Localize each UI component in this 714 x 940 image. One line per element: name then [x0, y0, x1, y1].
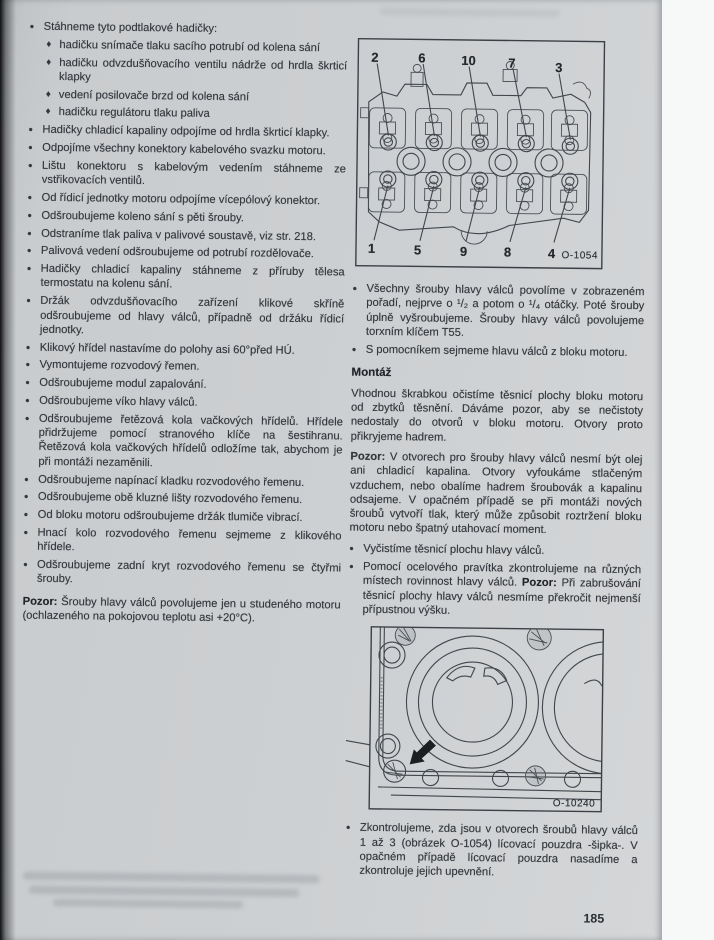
- list-item-text: Hadičky chladicí kapaliny stáhneme z příruby tělesa termostatu na kolenu sání.: [40, 262, 345, 291]
- step-clean-surface: [349, 541, 641, 559]
- list-item-text: Odšroubujeme řetězová kola vačkových hřídelů. Hřídele přidržujeme pomocí stranového klíče na šestihranu. Řetězová kola vačkových hřídelů odložíme tak, abychom je při montáži nezaměnili.: [38, 412, 343, 469]
- list-item-text: Od řídicí jednotky motoru odpojíme vícepólový konektor.: [41, 191, 321, 208]
- list-item: [45, 88, 347, 106]
- step-text: Všechny šrouby hlavy válců povolíme v zobrazeném pořadí, nejprve o ¹/₂ a potom o ¹/₄ otáčky. Poté šrouby úplně vyšroubujeme. Šrouby hlavy válců povolujeme torxním klíčem T55.: [365, 282, 645, 339]
- step-text: Zkontrolujeme, zda jsou v otvorech šroubů hlavy válců 1 až 3 (obrázek O-1054) lícovací pouzdra -šipka-. V opačném případě lícovací pouzdra nasadíme a zkontroluje jejich upevnění.: [359, 821, 638, 879]
- list-item-text: Stáhneme tyto podtlakové hadičky:: [43, 20, 218, 35]
- list-item: [24, 490, 342, 508]
- step-text: Při zabrušování těsnicí plochy hlavy válců nesmíme překročit nejmenší přípustnou výšku.: [362, 577, 641, 617]
- list-item-text: Hnací kolo rozvodového řemenu sejmeme z klikového hřídele.: [37, 526, 342, 554]
- figure-code: O-1054: [561, 250, 598, 262]
- bolt-number-label: 7: [508, 55, 516, 71]
- list-item: [26, 340, 344, 358]
- warning-note-right: [349, 450, 642, 539]
- list-item: [45, 105, 347, 123]
- bleedthrough-text: [53, 899, 243, 908]
- list-item-text: Odšroubujeme napínací kladku rozvodového řemenu.: [38, 473, 305, 489]
- bolt-number-label: 1: [367, 240, 376, 256]
- bolt-number-label: 2: [371, 49, 379, 65]
- bolt-number-label: 6: [418, 50, 426, 66]
- list-item-text: Odpojíme všechny konektory kabelového svazku motoru.: [42, 141, 326, 158]
- step-check-dowels: [345, 821, 638, 882]
- list-item: [24, 508, 342, 526]
- section-heading-montaz: Montáž: [351, 366, 392, 380]
- list-item-text: Odstraníme tlak paliva v palivové soustavě, viz str. 218.: [41, 227, 317, 243]
- list-item-text: Odšroubujeme koleno sání s pěti šrouby.: [41, 209, 244, 225]
- step-remove-head: [352, 343, 644, 361]
- step-text: Vyčistíme těsnicí plochu hlavy válců.: [363, 542, 545, 557]
- warning-note-left: [22, 594, 340, 626]
- figure-code: O-10240: [552, 798, 596, 810]
- list-item-text: Odšroubujeme obě kluzné lišty rozvodového řemenu.: [37, 491, 303, 507]
- list-item: [23, 558, 341, 590]
- list-item: [27, 208, 345, 226]
- step-text: Pomocí ocelového pravítka zkontrolujeme na různých místech rovinnost hlavy válců.: [362, 560, 642, 589]
- list-item: [27, 191, 345, 209]
- list-item-text: hadičku odvzdušňovacího ventilu nádrže od hrdla škrticí klapky: [58, 56, 348, 84]
- list-item: [26, 294, 345, 341]
- bleedthrough-text: [380, 8, 560, 17]
- warning-text: Šrouby hlavy válců povolujeme jen u studeného motoru (ochlazeného na pokojovou teplotu asi +20°C).: [22, 595, 341, 625]
- list-item: [25, 358, 343, 376]
- list-item-text: hadičku snímače tlaku sacího potrubí od kolena sání: [59, 38, 321, 54]
- list-item-text: Klikový hřídel nastavíme do polohy asi 60°před HÚ.: [39, 341, 295, 357]
- figure-dowel-sleeve: [345, 625, 640, 815]
- list-item: [45, 38, 347, 56]
- list-item: [45, 55, 347, 87]
- step-text: S pomocníkem sejmeme hlavu válců z bloku motoru.: [365, 343, 628, 360]
- list-item: [28, 158, 346, 190]
- list-item: [26, 262, 344, 294]
- list-item: [30, 20, 348, 38]
- list-item-text: vedení posilovače brzd od kolena sání: [58, 88, 250, 104]
- disassembly-step-list: [23, 20, 348, 590]
- head-bolts: [380, 134, 579, 189]
- list-item: [25, 376, 343, 394]
- list-item-text: Vymontujeme rozvodový řemen.: [39, 359, 200, 374]
- list-item-text: Odšroubujeme zadní kryt rozvodového řemenu se čtyřmi šrouby.: [36, 558, 342, 586]
- list-item-text: Od bloku motoru odšroubujeme držák tlumiče vibrací.: [37, 508, 303, 525]
- list-item: [27, 244, 345, 262]
- bolt-number-label: 8: [503, 244, 512, 260]
- warning-label: Pozor:: [521, 577, 557, 590]
- list-item-text: Odšroubujeme modul zapalování.: [39, 377, 207, 392]
- bolt-number-label: 3: [555, 60, 563, 76]
- list-item: [24, 472, 342, 490]
- bolt-number-label: 4: [547, 245, 556, 262]
- page-number: 185: [583, 911, 605, 926]
- bolt-number-label: 9: [459, 243, 468, 259]
- warning-label: Pozor:: [22, 595, 58, 608]
- figure-bolt-loosening-order: [355, 38, 648, 272]
- list-item: [27, 226, 345, 244]
- warning-text: V otvorech pro šrouby hlavy válců nesmí být olej ani chladicí kapalina. Otvory vyfoukáme stlačeným vzduchem, nebo obalíme hadrem šroubovák a kapalinu odsajeme. V opačném případě se při montáži nových šroubů vytvoří tlak, který může způsobit roztržení bloku motoru nebo špatný utahovací moment.: [349, 451, 643, 537]
- list-item-text: Palivová vedení odšroubujeme od potrubí rozdělovače.: [40, 245, 315, 261]
- list-item-text: Odšroubujeme víko hlavy válců.: [39, 394, 198, 409]
- book-spine-shadow: [0, 0, 16, 940]
- warning-label: Pozor:: [350, 450, 386, 463]
- step-check-flatness: [348, 560, 641, 621]
- list-item-text: hadičku regulátoru tlaku paliva: [58, 106, 210, 121]
- block-deck-diagram: [345, 625, 605, 814]
- list-item-text: Hadičky chladicí kapaliny odpojíme od hrdla škrticí klapky.: [42, 124, 330, 140]
- list-item-text: Držák odvzdušňovacího zařízení klikové skříně odšroubujeme od hlavy válců, případně od držáku řídicí jednotky.: [39, 295, 345, 337]
- pointer-arrow: [410, 740, 436, 765]
- right-column: [345, 32, 647, 886]
- bolt-number-label: 5: [413, 242, 422, 258]
- list-item: [23, 526, 341, 558]
- list-item: [25, 394, 343, 412]
- list-item: [24, 411, 343, 472]
- bleedthrough-text: [29, 886, 299, 897]
- scan-background: [662, 0, 714, 940]
- left-column: [22, 20, 347, 627]
- bolt-number-label: 10: [461, 52, 476, 69]
- step-loosen-bolts: [352, 282, 645, 343]
- assembly-paragraph: Vhodnou škrabkou očistíme těsnicí plochy bloku motoru od zbytků těsnění. Dáváme pozor, aby se nečistoty nedostaly do otvorů v bloku motoru. Otvory proto přikryjeme hadrem.: [350, 387, 644, 444]
- list-item: [28, 141, 346, 159]
- bleedthrough-text: [23, 872, 319, 884]
- cylinder-head-diagram: [355, 38, 606, 271]
- list-item: [28, 123, 346, 141]
- list-item-text: Lištu konektoru s kabelovým vedením stáhneme ze vstřikovacích ventilů.: [41, 159, 347, 188]
